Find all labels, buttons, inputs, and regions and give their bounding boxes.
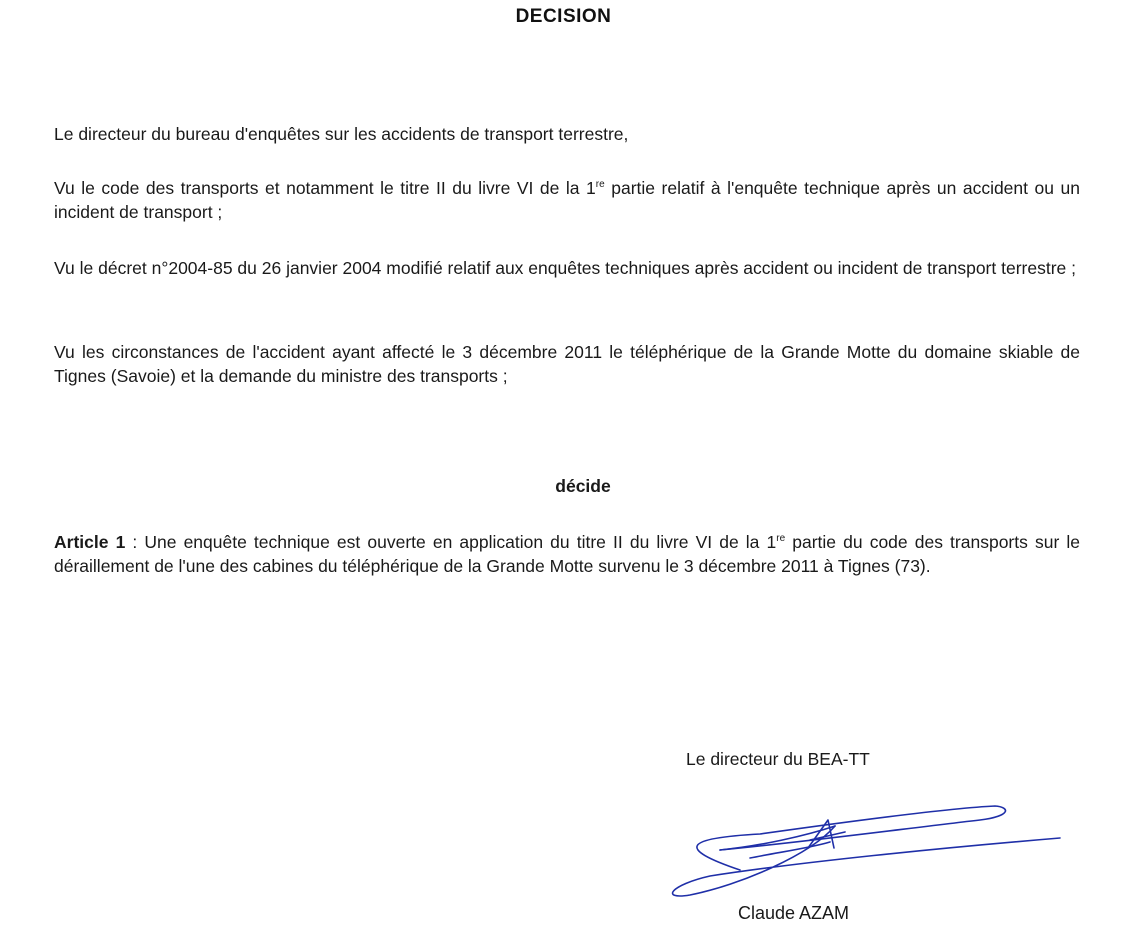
intro-paragraph: Le directeur du bureau d'enquêtes sur les accidents de transport terrestre, (54, 124, 629, 144)
vu-decret-paragraph: Vu le décret n°2004-85 du 26 janvier 2004 modifié relatif aux enquêtes techniques après accident ou incident de transport terrestre ; (54, 258, 1076, 278)
handwritten-signature (660, 790, 1080, 910)
decide-heading: décide (555, 476, 611, 496)
article-1-text-start: : Une enquête technique est ouverte en application du titre II du livre VI de la 1 (125, 532, 777, 552)
vu-circonstances-paragraph: Vu les circonstances de l'accident ayant affecté le 3 décembre 2011 le téléphérique de la Grande Motte du domaine skiable de Tignes (Savoie) et la demande du ministre des transports ; (54, 342, 1080, 386)
article-1-superscript: re (776, 533, 786, 545)
vu1-superscript: re (595, 179, 605, 191)
signature-title: Le directeur du BEA-TT (686, 749, 870, 769)
vu1-text-end: partie relatif à l'enquête technique après un accident ou un incident de transport ; (54, 178, 1080, 222)
article-1-text-end: partie du code des transports sur le déraillement de l'une des cabines du téléphérique de la Grande Motte survenu le 3 décembre 2011 à Tignes (73). (54, 532, 1080, 576)
article-1-paragraph (54, 530, 1080, 578)
document-title: DECISION (515, 6, 612, 27)
vu-code-transports-paragraph (54, 176, 1080, 224)
article-1-label: Article 1 (54, 532, 126, 552)
signatory-name: Claude AZAM (738, 903, 850, 923)
vu1-text-start: Vu le code des transports et notamment le titre II du livre VI de la 1 (54, 178, 596, 198)
